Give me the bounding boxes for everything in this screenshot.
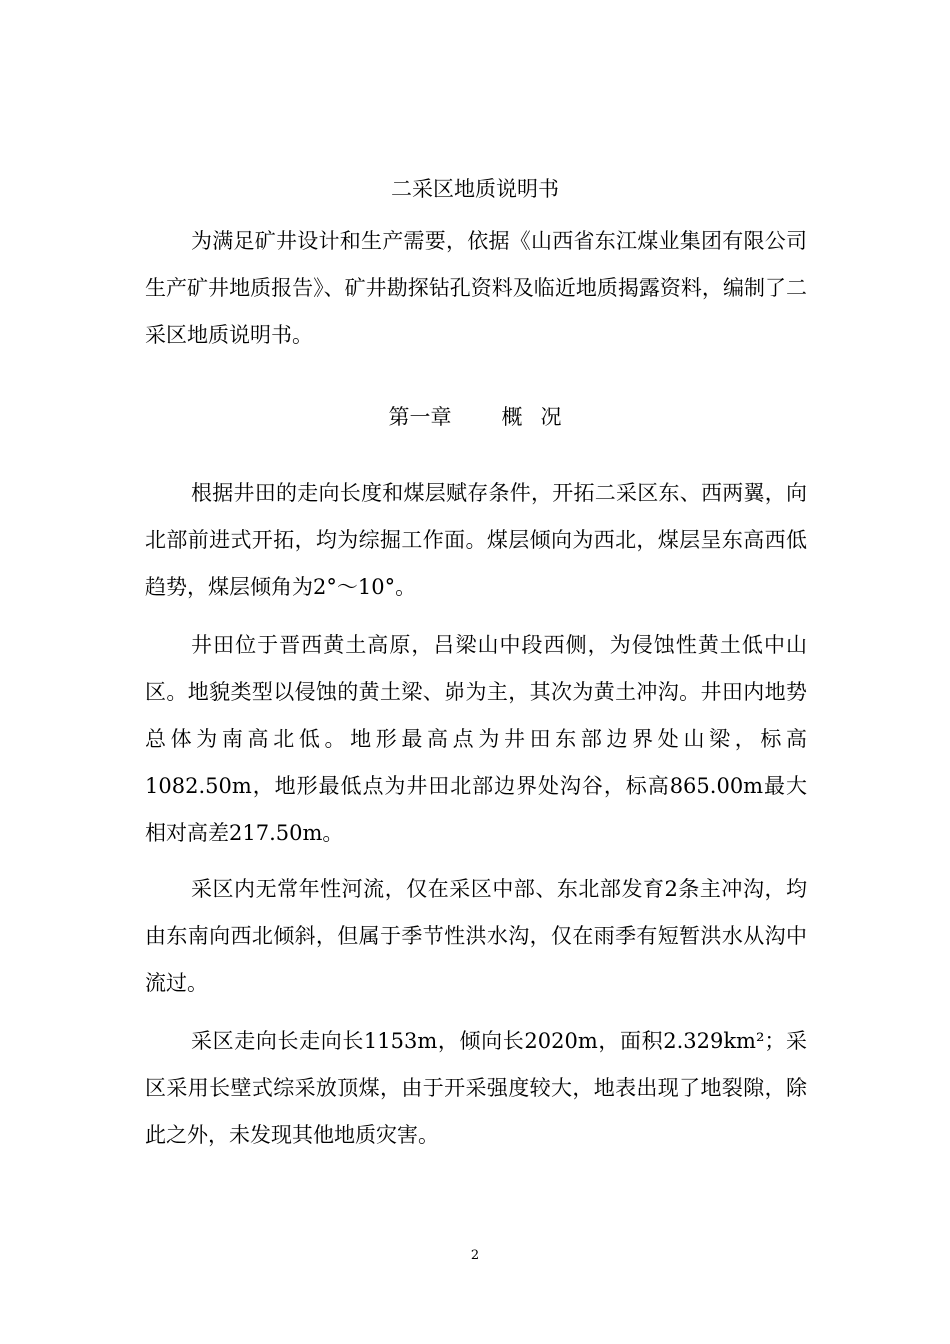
chapter-number: 第一章 <box>388 405 452 429</box>
body-paragraph: 井田位于晋西黄土高原，吕梁山中段西侧，为侵蚀性黄土低中山区。地貌类型以侵蚀的黄土梁、峁为主，其次为黄土冲沟。井田内地势总体为南高北低。地形最高点为井田东部边界处山梁，标高1082.50m，地形最低点为井田北部边界处沟谷，标高865.00m最大相对高差217.50m。 <box>145 633 807 845</box>
page-number: 2 <box>470 1248 480 1263</box>
chapter-name-part2: 况 <box>540 405 562 429</box>
body-paragraph: 采区走向长走向长1153m，倾向长2020m，面积2.329km²；采区采用长壁式综采放顶煤，由于开采强度较大，地表出现了地裂隙，除此之外，未发现其他地质灾害。 <box>145 1029 807 1147</box>
document-title: 二采区地质说明书 <box>391 177 559 201</box>
chapter-heading <box>0 402 950 432</box>
body-paragraph: 根据井田的走向长度和煤层赋存条件，开拓二采区东、西两翼，向北部前进式开拓，均为综掘工作面。煤层倾向为西北，煤层呈东高西低趋势，煤层倾角为2°～10°。 <box>145 481 807 599</box>
intro-paragraph: 为满足矿井设计和生产需要，依据《山西省东江煤业集团有限公司生产矿井地质报告》、矿井勘探钻孔资料及临近地质揭露资料，编制了二采区地质说明书。 <box>145 229 807 347</box>
body-paragraph: 采区内无常年性河流，仅在采区中部、东北部发育2条主冲沟，均由东南向西北倾斜，但属于季节性洪水沟，仅在雨季有短暂洪水从沟中流过。 <box>145 877 807 995</box>
chapter-name-part1: 概 <box>501 405 523 429</box>
